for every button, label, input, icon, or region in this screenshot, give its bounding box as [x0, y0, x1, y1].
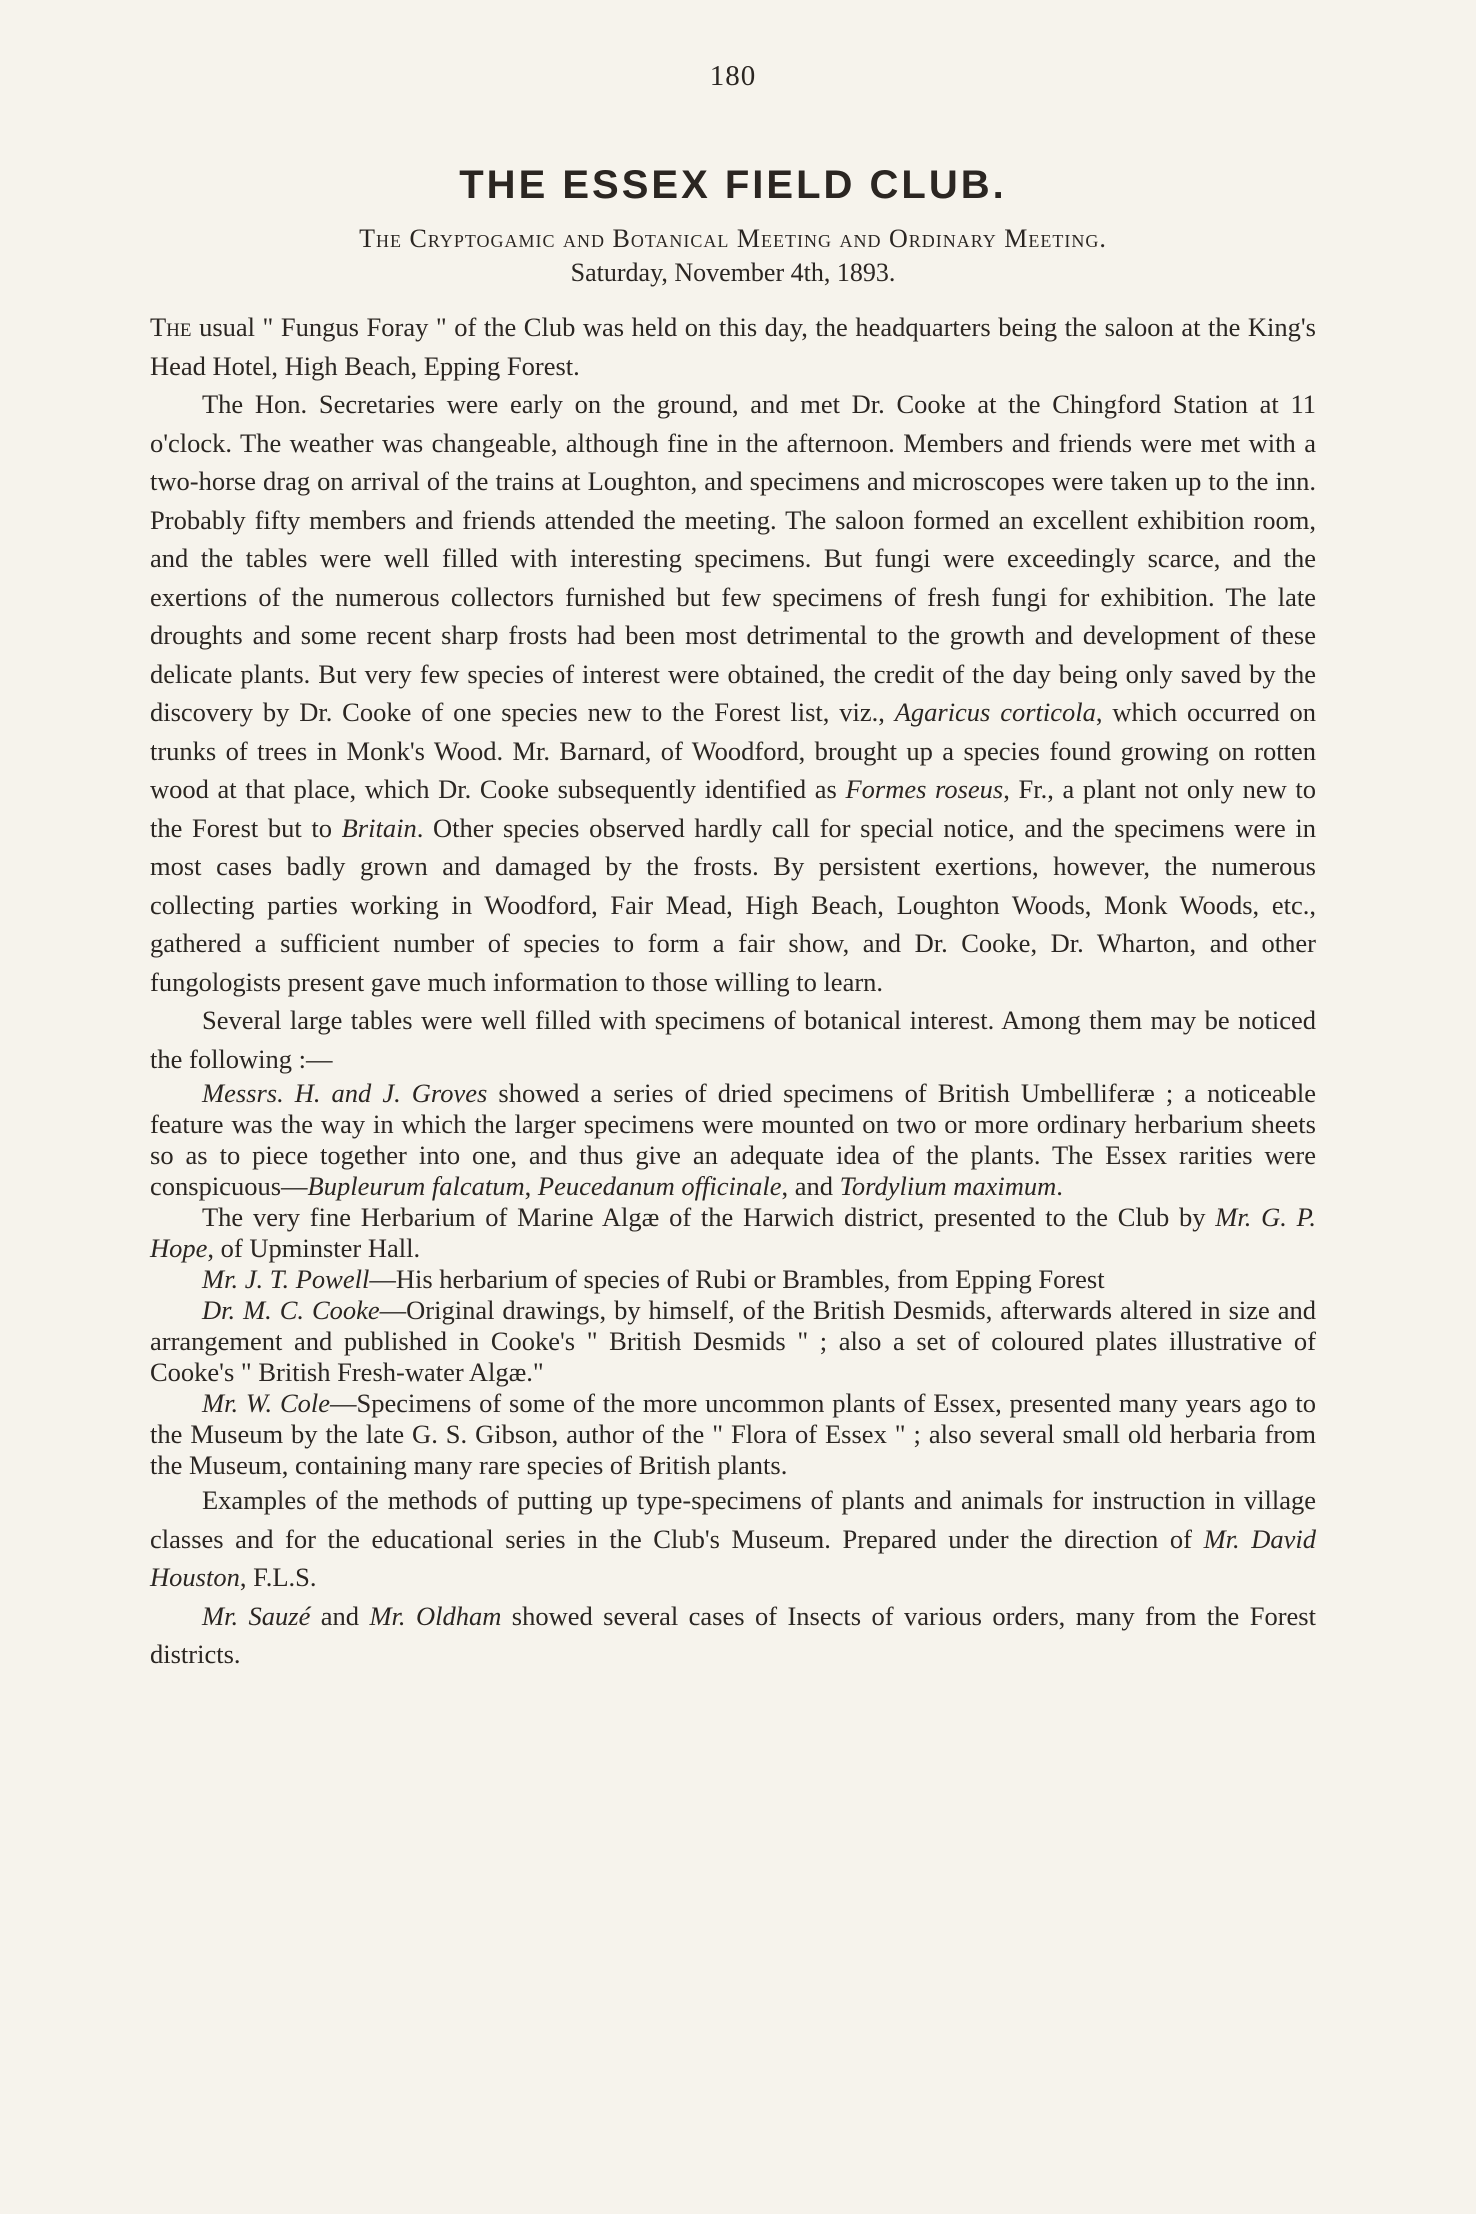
paragraph-8 [150, 1388, 1316, 1481]
exhibitor-name: Mr. J. T. Powell [202, 1264, 370, 1294]
paragraph-text: showed several cases of Insects of various orders, many from the Forest districts. [150, 1600, 1316, 1669]
page-title: THE ESSEX FIELD CLUB. [459, 163, 1007, 207]
paragraph-text: —His herbarium of species of Rubi or Brambles, from Epping Forest [369, 1264, 1105, 1294]
page-number: 180 [709, 60, 757, 92]
paragraph-text: . Other species observed hardly call for special notice, and the specimens were in most cases badly grown and damaged by the frosts. By persistent exertions, however, the numerous collecting parties working in Woodford, Fair Mead, High Beach, Loughton Woods, Monk Woods, etc., gathered a sufficient number of species to form a fair show, and Dr. Cooke, Dr. Wharton, and other fungologists present gave much information to those willing to learn. [150, 812, 1316, 997]
paragraph-text: , which occurred on trunks of trees in Monk's Wood. Mr. Barnard, of Woodford, brought up a species found growing on rotten wood at that place, which Dr. Cooke subsequently identified as [150, 697, 1317, 804]
paragraph-7 [150, 1295, 1316, 1388]
paragraph-text: showed a series of dried specimens of British Umbelliferæ ; a noticeable feature was the way in which the larger specimens were mounted on two or more ordinary herbarium sheets so as to piece together into one, and thus give an adequate idea of the plants. The Essex rarities were conspicuous— [150, 1078, 1316, 1201]
species-name: Agaricus corticola [894, 697, 1096, 727]
paragraph-3 [150, 1001, 1316, 1078]
species-name: Tordylium maximum [839, 1171, 1057, 1201]
paragraph-9 [150, 1481, 1316, 1597]
meeting-date: Saturday, November 4th, 1893. [570, 258, 896, 287]
separator: and [310, 1600, 370, 1631]
paragraph-10 [150, 1597, 1316, 1674]
meeting-subtitle: The Cryptogamic and Botanical Meeting and Ordinary Meeting. [359, 224, 1107, 253]
species-name: Bupleurum falcatum [307, 1171, 525, 1201]
exhibitor-name: Mr. David Houston [150, 1523, 1316, 1592]
paragraph-2 [150, 385, 1316, 1001]
paragraph-6 [150, 1264, 1316, 1295]
paragraph-text: The Hon. Secretaries were early on the ground, and met Dr. Cooke at the Chingford Station at 11 o'clock. The weather was changeable, although fine in the afternoon. Members and friends were met with a two-horse drag on arrival of the trains at Loughton, and specimens and microscopes were taken up to the inn. Probably fifty members and friends attended the meeting. The saloon formed an excellent exhibition room, and the tables were well filled with interesting specimens. But fungi were exceedingly scarce, and the exertions of the numerous collectors furnished but few specimens of fresh fungi for exhibition. The late droughts and some recent sharp frosts had been most detrimental to the growth and development of these delicate plants. But very few species of interest were obtained, the credit of the day being only saved by the discovery by Dr. Cooke of one species new to the Forest list, viz., [150, 389, 1316, 727]
paragraph-text: , of Upminster Hall. [207, 1233, 421, 1263]
paragraph-text: The very fine Herbarium of Marine Algæ of the Harwich district, presented to the Club by [202, 1202, 1216, 1232]
species-name: Formes roseus [845, 774, 1004, 804]
paragraph-text: , F.L.S. [239, 1562, 317, 1592]
separator: . [1056, 1171, 1063, 1201]
paragraph-text: Several large tables were well filled with specimens of botanical interest. Among them may be noticed the following :— [150, 1005, 1316, 1074]
separator: , [524, 1171, 538, 1201]
exhibitor-name: Mr. W. Cole [202, 1388, 331, 1418]
exhibitor-name: Mr. Oldham [369, 1600, 502, 1631]
document-page [150, 60, 1316, 1674]
paragraph-text: Examples of the methods of putting up type-specimens of plants and animals for instruction in village classes and for the educational series in the Club's Museum. Prepared under the direction of [150, 1485, 1316, 1554]
paragraph-1 [150, 308, 1316, 385]
exhibitor-name: Mr. Sauzé [202, 1600, 311, 1631]
exhibitor-name: Dr. M. C. Cooke [202, 1295, 380, 1325]
exhibitor-name: Messrs. H. and J. Groves [202, 1078, 488, 1108]
species-name: Peucedanum officinale [537, 1171, 782, 1201]
article-body [150, 308, 1316, 1674]
paragraph-text: —Original drawings, by himself, of the British Desmids, afterwards altered in size and arrangement and published in Cooke's " British Desmids " ; also a set of coloured plates illustrative of Cooke's " British Fresh-water Algæ." [150, 1295, 1316, 1387]
lead-word: The [150, 312, 192, 342]
paragraph-text: , Fr., a plant not only new to the Forest but to [150, 774, 1316, 843]
separator: , and [781, 1171, 840, 1201]
paragraph-4 [150, 1078, 1316, 1202]
paragraph-text: usual " Fungus Foray " of the Club was held on this day, the headquarters being the saloon at the King's Head Hotel, High Beach, Epping Forest. [150, 312, 1316, 381]
paragraph-text: —Specimens of some of the more uncommon plants of Essex, presented many years ago to the Museum by the late G. S. Gibson, author of the " Flora of Essex " ; also several small old herbaria from the Museum, containing many rare species of British plants. [150, 1388, 1316, 1480]
emphasis: Britain [341, 812, 417, 843]
paragraph-5 [150, 1202, 1316, 1264]
exhibitor-name: Mr. G. P. Hope [150, 1202, 1316, 1263]
